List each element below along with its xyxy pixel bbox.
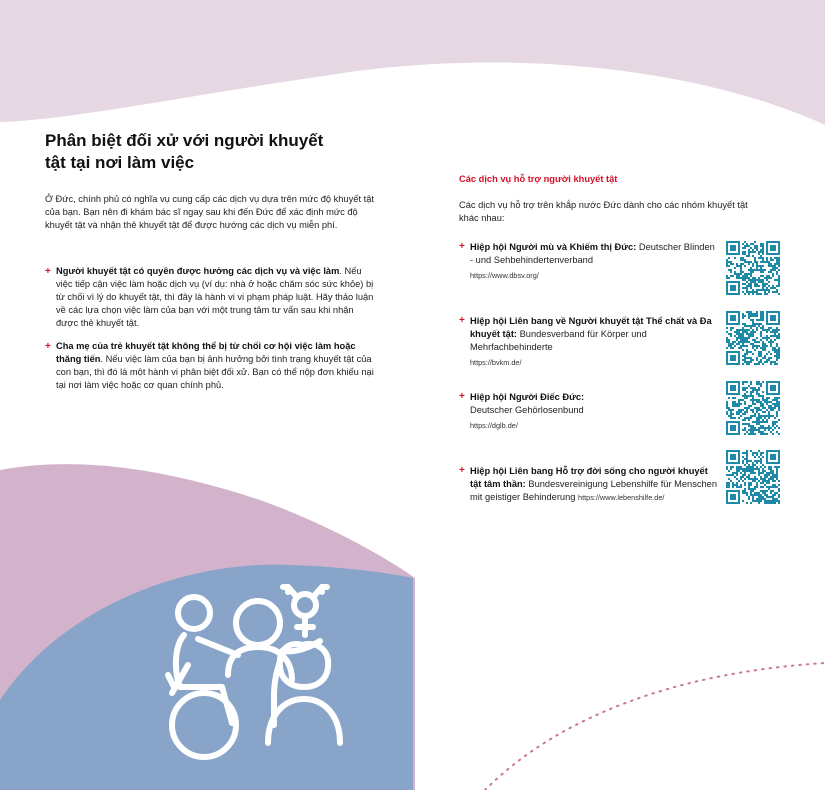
org-link[interactable]: https://www.dbsv.org/ bbox=[470, 271, 539, 280]
services-title: Các dịch vụ hỗ trợ người khuyết tật bbox=[459, 174, 618, 184]
page-title: Phân biệt đối xử với người khuyết tật tại nơi làm việc bbox=[45, 131, 324, 172]
plus-icon: + bbox=[45, 341, 51, 352]
plus-icon: + bbox=[45, 266, 51, 277]
org-text: Bundesvereinigung Lebenshilfe für Menschen mit geistiger Behinderung bbox=[470, 479, 718, 502]
qr-code-icon[interactable] bbox=[726, 311, 780, 365]
org-item-dbsv bbox=[459, 241, 719, 282]
org-name: Hiệp hội Người Điếc Đức: bbox=[470, 392, 585, 402]
intro-paragraph: Ở Đức, chính phủ có nghĩa vụ cung cấp các dịch vụ dựa trên mức độ khuyết tật của bạn. Bạn nên đi khám bác sĩ ngay sau khi đến Đức để xác định mức độ khuyết tật và nhận thẻ khuyết tật để được hướng các dịch vụ miễn phí. bbox=[45, 194, 374, 230]
gender-symbol-icon bbox=[283, 587, 327, 635]
bullet-text: . Nếu việc tiếp cận việc làm hoặc dịch vụ (ví dụ: nhà ở hoặc chăm sóc sức khỏe) bị từ chối vì lý do khuyết tật, thì đây là hành vi vi phạm pháp luật. Hãy thảo luận về các lựa chọn việc làm của bạn với một trung tâm tư vấn sau khi nhận được thẻ khuyết tật. bbox=[56, 266, 374, 328]
services-intro: Các dịch vụ hỗ trợ trên khắp nước Đức dành cho các nhóm khuyết tật khác nhau: bbox=[459, 200, 748, 223]
plus-icon: + bbox=[459, 391, 465, 402]
org-text: Deutscher Blinden - und Sehbehindertenverband bbox=[470, 242, 715, 265]
qr-code-icon[interactable] bbox=[726, 381, 780, 435]
org-link[interactable]: https://bvkm.de/ bbox=[470, 358, 522, 367]
list-item bbox=[45, 265, 375, 330]
org-link[interactable]: https://www.lebenshilfe.de/ bbox=[578, 493, 665, 502]
plus-icon: + bbox=[459, 465, 465, 476]
plus-icon: + bbox=[459, 241, 465, 252]
bullet-text: . Nếu việc làm của bạn bị ảnh hưởng bởi tình trạng khuyết tật của con bạn, thì đó là một hành vi phân biệt đối xử. Bạn có thể nộp đơn khiếu nại tại nơi làm việc hoặc cơ quan chính phủ. bbox=[56, 354, 374, 390]
org-name: Hiệp hội Liên bang Hỗ trợ đời sống cho người khuyết tật tâm thần: bbox=[470, 466, 708, 489]
list-item bbox=[45, 340, 375, 392]
rights-list bbox=[45, 265, 375, 402]
org-link[interactable]: https://dglb.de/ bbox=[470, 421, 518, 430]
org-text: Deutscher Gehörlosenbund bbox=[470, 405, 584, 415]
org-item-dglb bbox=[459, 391, 719, 432]
top-lavender-shape bbox=[0, 0, 825, 125]
org-name: Hiệp hội Người mù và Khiếm thị Đức: bbox=[470, 242, 637, 252]
org-item-lebenshilfe bbox=[459, 465, 719, 504]
bullet-heading: Người khuyết tật có quyền được hưởng các dịch vụ và việc làm bbox=[56, 266, 340, 276]
dotted-curve bbox=[485, 663, 825, 790]
org-item-bvkm bbox=[459, 315, 719, 369]
org-text: Bundesverband für Körper und Mehrfachbehinderte bbox=[470, 329, 647, 352]
people-group-icon bbox=[150, 575, 370, 765]
plus-icon: + bbox=[459, 315, 465, 326]
org-name: Hiệp hội Liên bang về Người khuyết tật Thể chất và Đa khuyết tật: bbox=[470, 316, 712, 339]
qr-code-icon[interactable] bbox=[726, 241, 780, 295]
bullet-heading: Cha mẹ của trẻ khuyết tật không thể bị từ chối cơ hội việc làm hoặc thăng tiến bbox=[56, 341, 356, 364]
qr-code-icon[interactable] bbox=[726, 450, 780, 504]
